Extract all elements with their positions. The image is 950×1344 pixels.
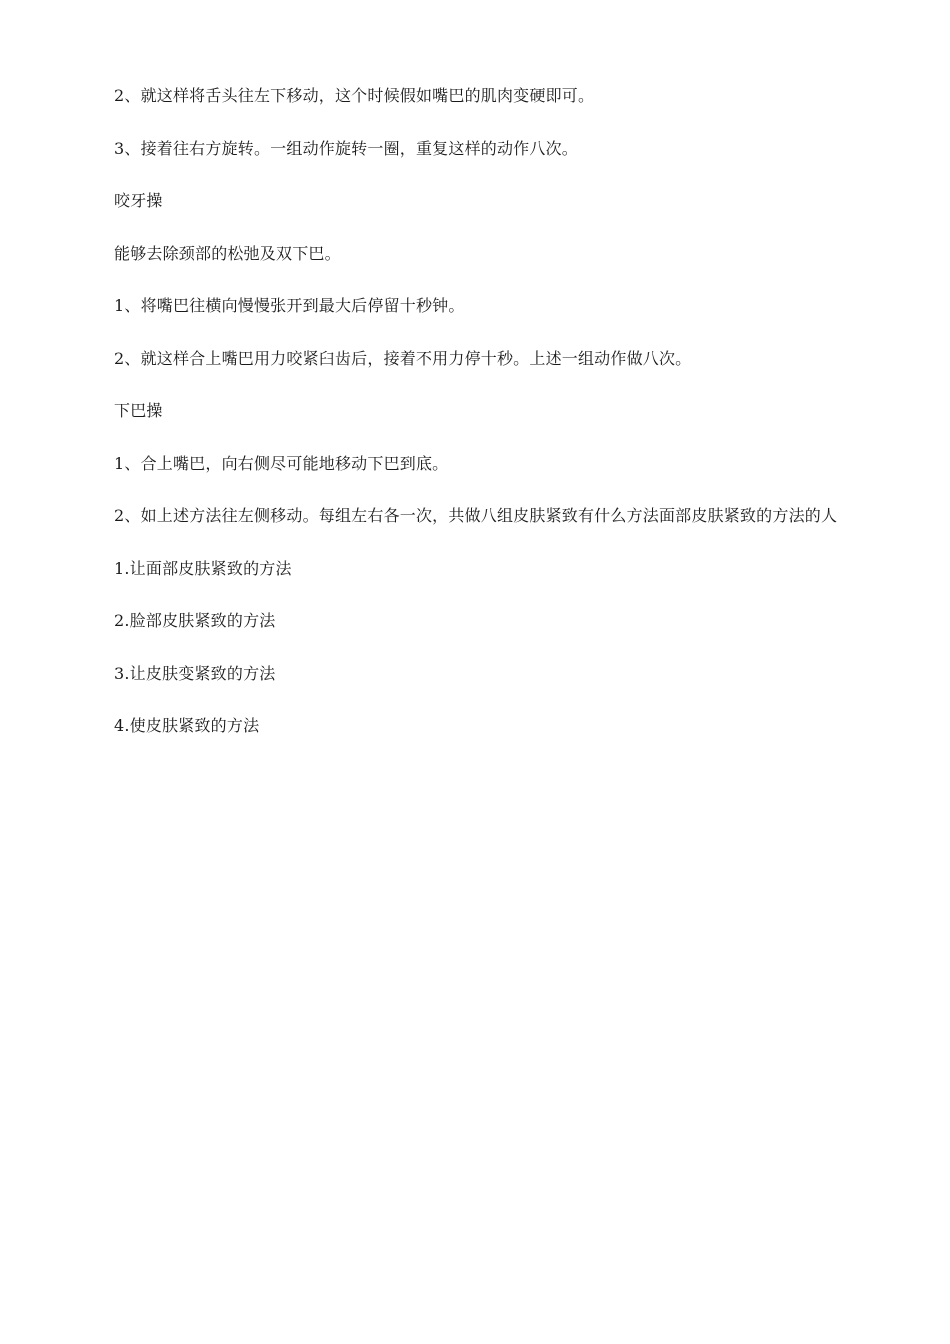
paragraph-bite-step-1: 1、将嘴巴往横向慢慢张开到最大后停留十秒钟。	[114, 296, 465, 315]
paragraph-chin-step-1: 1、合上嘴巴，向右侧尽可能地移动下巴到底。	[114, 453, 449, 473]
paragraph-bite-step-2: 2、就这样合上嘴巴用力咬紧臼齿后，接着不用力停十秒。上述一组动作做八次。	[114, 348, 692, 368]
paragraph-chin-step-2: 2、如上述方法往左侧移动。每组左右各一次，共做八组皮肤紧致有什么方法面部皮肤紧致的方法的人	[114, 506, 838, 525]
document-body	[82, 78, 868, 761]
paragraph-bite-intro: 能够去除颈部的松弛及双下巴。	[114, 243, 341, 263]
section-heading-chin: 下巴操	[114, 401, 163, 420]
list-item-3: 3.让皮肤变紧致的方法	[114, 663, 276, 683]
list-item-4: 4.使皮肤紧致的方法	[114, 716, 260, 735]
paragraph-step-3-rotate: 3、接着往右方旋转。一组动作旋转一圈，重复这样的动作八次。	[114, 138, 578, 158]
list-item-2: 2.脸部皮肤紧致的方法	[114, 611, 276, 630]
list-item-1: 1.让面部皮肤紧致的方法	[114, 558, 292, 578]
section-heading-bite: 咬牙操	[114, 191, 163, 210]
paragraph-step-2-tongue: 2、就这样将舌头往左下移动，这个时候假如嘴巴的肌肉变硬即可。	[114, 86, 595, 105]
